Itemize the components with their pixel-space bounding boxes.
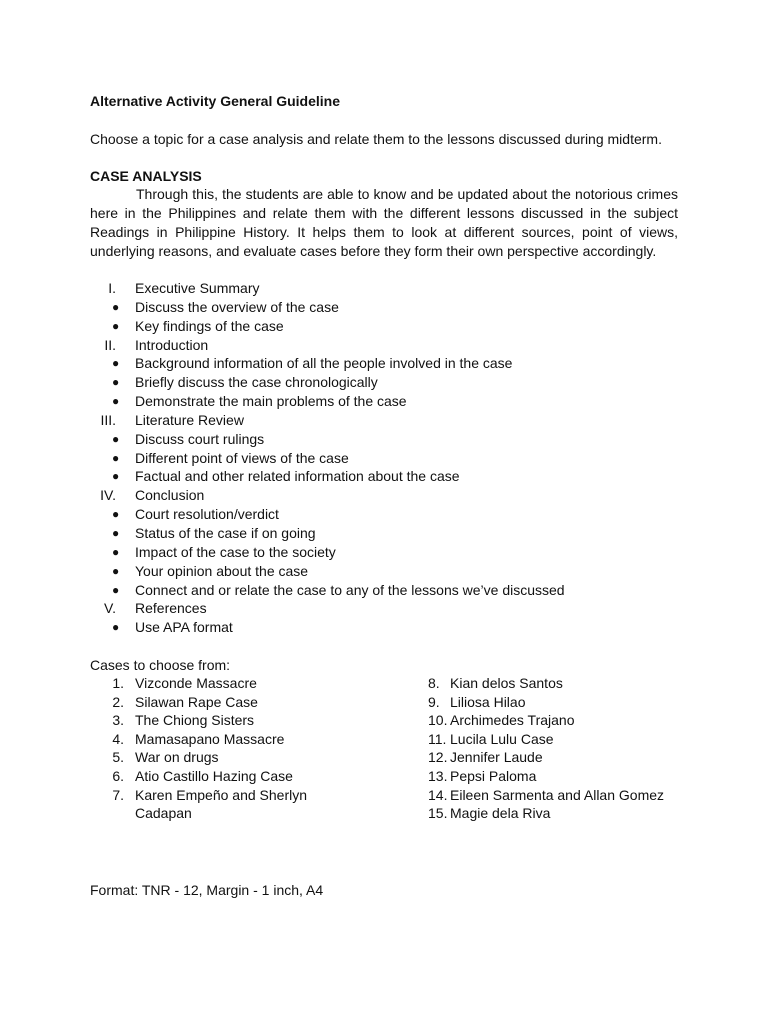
case-list-item — [90, 693, 410, 712]
outline-item-text: Different point of views of the case — [135, 449, 349, 466]
case-name: Karen Empeño and Sherlyn — [135, 786, 307, 803]
case-number: 12. — [428, 749, 448, 766]
cases-heading: Cases to choose from: — [90, 657, 231, 673]
outline-bullet-item — [90, 543, 690, 562]
case-list-item — [428, 748, 728, 767]
case-name: Mamasapano Massacre — [135, 730, 285, 747]
case-name: The Chiong Sisters — [135, 712, 255, 729]
bullet-icon: ● — [112, 544, 120, 559]
outline-bullet-item — [90, 449, 690, 468]
case-name: Cadapan — [135, 805, 192, 822]
outline-item-text: Executive Summary — [135, 280, 260, 296]
outline-bullet-item — [90, 467, 690, 486]
bullet-icon: ● — [112, 469, 120, 484]
section-heading: CASE ANALYSIS — [90, 168, 202, 184]
case-list-item — [428, 711, 728, 730]
case-list-item — [428, 693, 728, 712]
case-name: War on drugs — [135, 749, 219, 766]
outline-section — [90, 279, 690, 298]
bullet-icon: ● — [112, 507, 120, 522]
bullet-icon: ● — [112, 582, 120, 597]
cases-list-left — [90, 674, 410, 823]
case-number: 5. — [112, 749, 124, 766]
outline-section — [90, 599, 690, 618]
bullet-icon: ● — [112, 431, 120, 446]
case-number: 9. — [428, 693, 440, 710]
bullet-icon: ● — [112, 375, 120, 390]
case-number: 3. — [112, 712, 124, 729]
case-number: 13. — [428, 767, 448, 784]
outline-item-text: Conclusion — [135, 487, 205, 504]
case-name: Archimedes Trajano — [450, 712, 575, 729]
outline-bullet-item — [90, 562, 690, 581]
format-note: Format: TNR - 12, Margin - 1 inch, A4 — [90, 882, 324, 898]
case-list-item — [428, 786, 728, 805]
outline-item-text: Literature Review — [135, 411, 244, 428]
bullet-icon: ● — [112, 299, 120, 314]
instruction-text: Choose a topic for a case analysis and relate them to the lessons discussed during midterm. — [90, 131, 662, 147]
case-name: Jennifer Laude — [450, 749, 543, 766]
outline-section — [90, 336, 690, 355]
case-analysis-paragraph: Through this, the students are able to know and be updated about the notorious crimes here in the Philippines and relate them with the different lessons discussed in the subject Readings in Philippine History. It helps them to look at different sources, point of views, underlying reasons, and evaluate cases before they form their own perspective accordingly. — [90, 186, 678, 259]
case-name: Kian delos Santos — [450, 675, 563, 691]
case-list-item — [428, 767, 728, 786]
roman-numeral: II. — [104, 336, 116, 353]
outline-item-text: Demonstrate the main problems of the case — [135, 393, 407, 410]
outline-bullet-item — [90, 298, 690, 317]
bullet-icon: ● — [112, 450, 120, 465]
bullet-icon: ● — [112, 620, 120, 635]
bullet-icon: ● — [112, 356, 120, 371]
case-list-item — [90, 804, 410, 823]
roman-numeral: III. — [100, 411, 116, 428]
case-name: Atio Castillo Hazing Case — [135, 767, 293, 784]
outline-bullet-item — [90, 524, 690, 543]
roman-numeral: V. — [104, 600, 116, 617]
case-list-item — [90, 711, 410, 730]
bullet-icon: ● — [112, 563, 120, 578]
case-number: 4. — [112, 730, 124, 747]
outline-item-text: References — [135, 600, 207, 617]
outline-item-text: Status of the case if on going — [135, 524, 316, 541]
outline-bullet-item — [90, 618, 690, 637]
outline-item-text: Introduction — [135, 336, 209, 353]
outline-bullet-item — [90, 354, 690, 373]
case-number: 1. — [112, 675, 124, 691]
bullet-icon: ● — [112, 394, 120, 409]
bullet-icon: ● — [112, 318, 120, 333]
outline-item-text: Your opinion about the case — [135, 562, 309, 579]
outline-bullet-item — [90, 317, 690, 336]
outline-item-text: Connect and or relate the case to any of the lessons we’ve discussed — [135, 581, 565, 598]
roman-numeral: I. — [108, 280, 116, 296]
case-list-item — [90, 767, 410, 786]
case-number: 10. — [428, 712, 448, 729]
case-list-item — [90, 786, 410, 805]
case-name: Silawan Rape Case — [135, 693, 258, 710]
case-list-item — [90, 748, 410, 767]
case-name: Pepsi Paloma — [450, 767, 537, 784]
cases-list-right — [428, 674, 728, 823]
case-name: Vizconde Massacre — [135, 675, 257, 691]
document-title: Alternative Activity General Guideline — [90, 93, 341, 109]
case-list-item — [428, 674, 728, 693]
outline-item-text: Briefly discuss the case chronologically — [135, 374, 378, 391]
case-name: Eileen Sarmenta and Allan Gomez — [450, 786, 665, 803]
outline-item-text: Court resolution/verdict — [135, 506, 279, 523]
bullet-icon: ● — [112, 525, 120, 540]
outline-section — [90, 411, 690, 430]
case-number: 8. — [428, 675, 440, 691]
case-name: Liliosa Hilao — [450, 693, 526, 710]
case-name: Magie dela Riva — [450, 805, 551, 822]
outline-item-text: Discuss the overview of the case — [135, 298, 339, 315]
case-number: 6. — [112, 767, 124, 784]
case-list-item — [90, 674, 410, 693]
case-list-item — [428, 804, 728, 823]
outline-bullet-item — [90, 430, 690, 449]
case-number: 14. — [428, 786, 448, 803]
roman-numeral: IV. — [100, 487, 116, 504]
case-number: 2. — [112, 693, 124, 710]
outline-item-text: Impact of the case to the society — [135, 543, 336, 560]
outline-item-text: Factual and other related information about the case — [135, 468, 460, 485]
outline-bullet-item — [90, 581, 690, 600]
case-number: 11. — [428, 730, 447, 747]
outline-list — [90, 279, 690, 637]
outline-item-text: Key findings of the case — [135, 317, 284, 334]
outline-bullet-item — [90, 373, 690, 392]
outline-bullet-item — [90, 505, 690, 524]
outline-item-text: Use APA format — [135, 619, 233, 636]
case-number: 7. — [112, 786, 124, 803]
case-number: 15. — [428, 805, 448, 822]
case-list-item — [428, 730, 728, 749]
outline-bullet-item — [90, 392, 690, 411]
case-list-item — [90, 730, 410, 749]
outline-section — [90, 486, 690, 505]
outline-item-text: Discuss court rulings — [135, 430, 265, 447]
outline-item-text: Background information of all the people involved in the case — [135, 355, 513, 372]
case-name: Lucila Lulu Case — [450, 730, 554, 747]
